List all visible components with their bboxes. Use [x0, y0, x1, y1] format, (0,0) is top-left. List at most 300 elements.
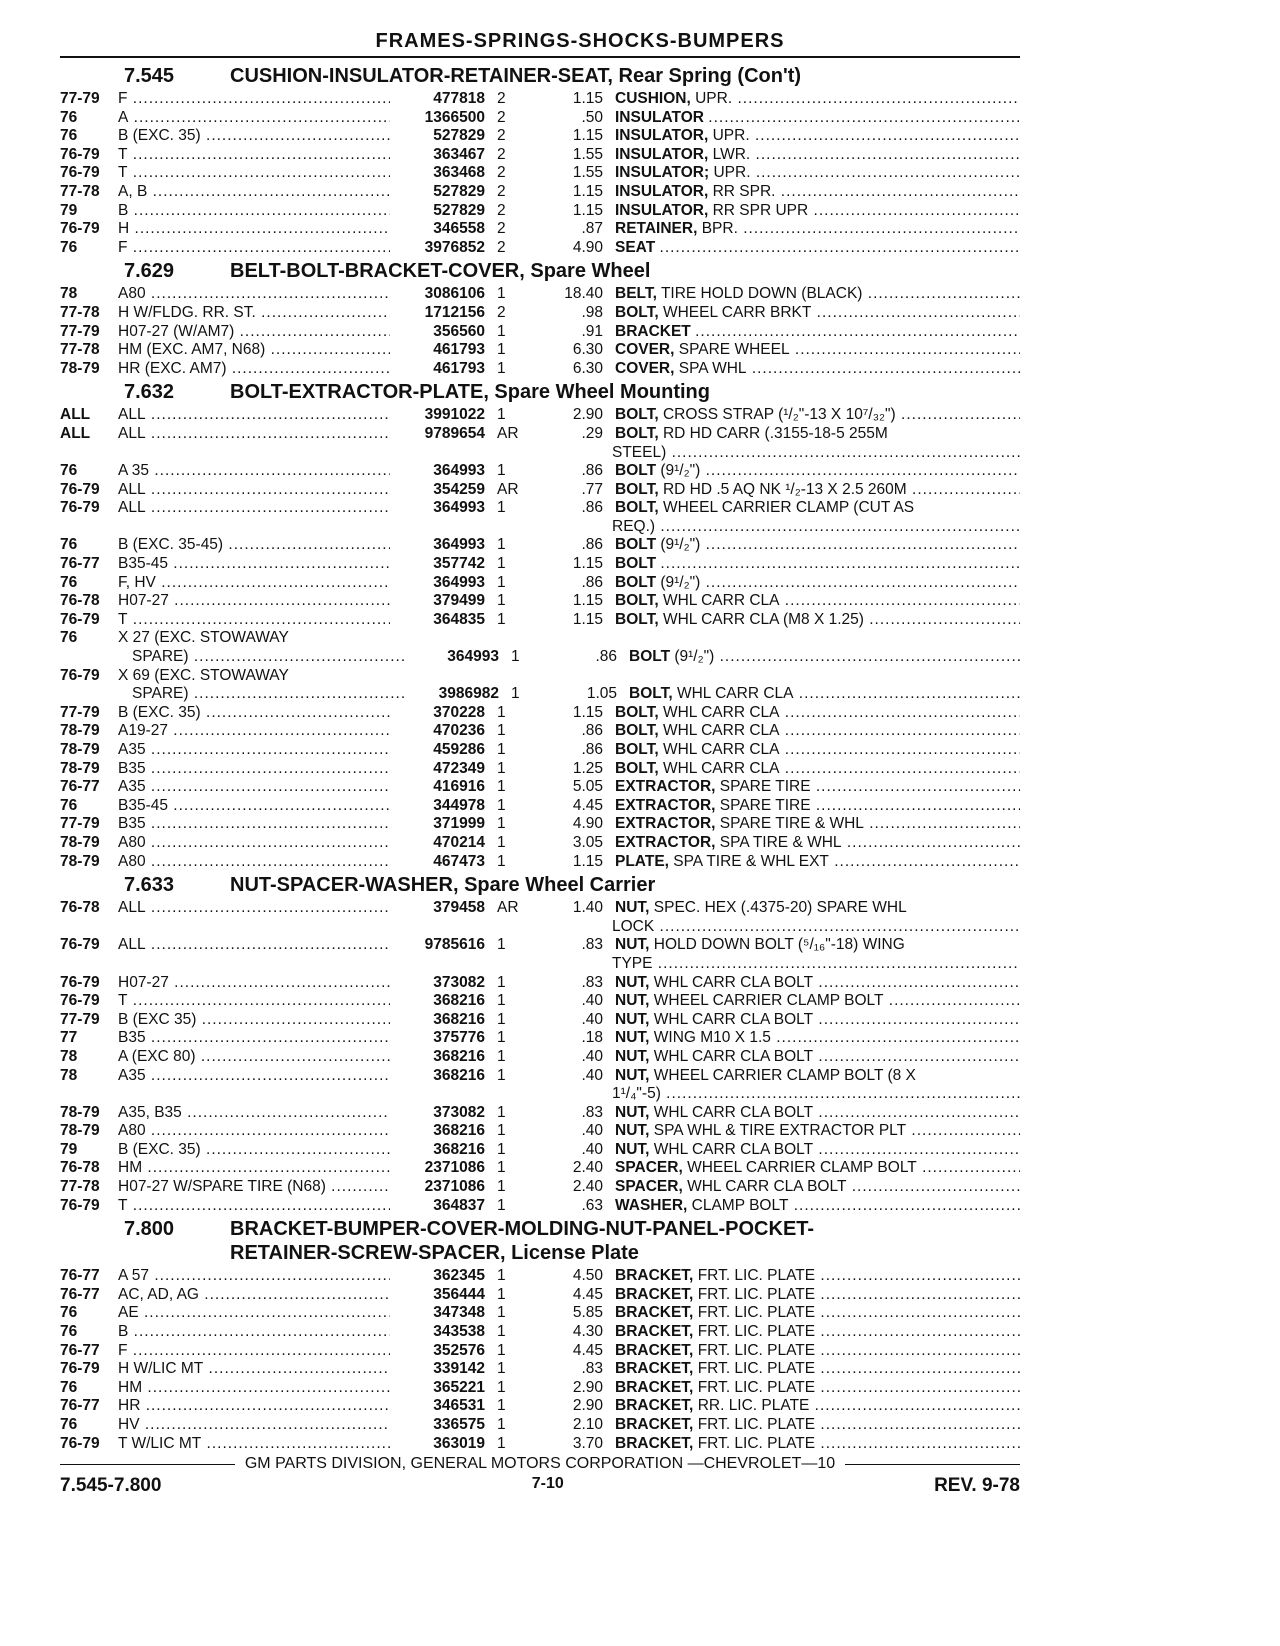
part-detail-continued: TYPE [612, 954, 653, 972]
part-number: 467473 [433, 852, 485, 870]
part-name: BRACKET, [615, 1360, 694, 1378]
part-row [60, 481, 1020, 500]
part-name: BOLT, [615, 480, 659, 498]
quantity: 2 [497, 303, 506, 321]
part-detail: SPARE TIRE [719, 796, 811, 814]
leader-dots [842, 834, 1020, 851]
section-title [230, 64, 1020, 88]
part-description [615, 611, 1020, 630]
part-description [615, 555, 1020, 574]
leader-dots [780, 704, 1021, 721]
part-detail: UPR. [695, 90, 733, 107]
price: .86 [581, 462, 603, 480]
model-code: B35 ..... [118, 815, 390, 834]
model-year: 78-79 [60, 833, 100, 851]
part-detail: WHL CARR CLA [662, 703, 780, 721]
part-detail: CLAMP BOLT [691, 1196, 789, 1214]
part-description [615, 1122, 1020, 1141]
part-row [60, 1029, 1020, 1048]
part-detail: HOLD DOWN BOLT (⁵/₁₆"-18) WING [653, 936, 905, 954]
part-description [615, 164, 1020, 183]
price: .86 [581, 722, 603, 740]
part-row [60, 1304, 1020, 1323]
price: 1.05 [586, 685, 617, 703]
part-row [60, 760, 1020, 779]
part-detail-continued: STEEL) [612, 443, 667, 461]
model-year: 76-79 [60, 499, 100, 517]
section-heading [60, 259, 1020, 283]
part-name: INSULATOR, [615, 145, 709, 163]
part-description [615, 1267, 1020, 1286]
model-year: 76 [60, 1323, 78, 1341]
model-year: 76-79 [60, 1196, 100, 1214]
model-year: 77-78 [60, 182, 100, 200]
part-name: EXTRACTOR, [615, 833, 716, 851]
quantity: 1 [497, 536, 506, 554]
part-row [60, 462, 1020, 481]
model-code: T W/LIC MT ..... [118, 1435, 390, 1454]
part-name: COVER, [615, 341, 675, 359]
part-detail: WHEEL CARRIER CLAMP (CUT AS [662, 499, 915, 517]
leader-dots [813, 1104, 1020, 1121]
part-name: INSULATOR, [615, 201, 709, 219]
price: 1.55 [572, 164, 603, 182]
model-code: H ..... [118, 220, 390, 239]
part-name: BOLT, [615, 406, 659, 424]
price: .40 [581, 1140, 603, 1158]
part-detail: WHL CARR CLA [662, 592, 780, 610]
part-number: 346531 [433, 1397, 485, 1415]
part-number: 379499 [433, 592, 485, 610]
price: 6.30 [572, 359, 603, 377]
quantity: 1 [497, 1010, 506, 1028]
section-title [230, 259, 1020, 283]
part-detail: BPR. [701, 220, 738, 238]
part-number: 373082 [433, 1103, 485, 1121]
footer-rule-right [845, 1464, 1020, 1465]
part-description [615, 183, 1020, 202]
part-number: 347348 [433, 1304, 485, 1322]
model-code: H07-27 W/SPARE TIRE (N68) ..... [118, 1178, 390, 1197]
part-description [615, 992, 1020, 1011]
leader-dots [751, 164, 1020, 181]
quantity: 1 [497, 1159, 506, 1177]
quantity: AR [497, 424, 519, 442]
leader-dots [700, 462, 1020, 479]
part-name: BOLT, [615, 424, 659, 442]
model-code: HM ..... [118, 1159, 390, 1178]
part-description [615, 462, 1020, 481]
leader-dots [750, 127, 1020, 144]
part-row [60, 685, 1020, 704]
part-number: 370228 [433, 703, 485, 721]
part-detail: TIRE HOLD DOWN (BLACK) [660, 285, 863, 303]
part-detail: SPEC. HEX (.4375-20) SPARE WHL [653, 899, 907, 917]
price: .98 [581, 303, 603, 321]
part-description-continued [60, 918, 1020, 937]
part-description [615, 304, 1020, 323]
part-number: 368216 [433, 992, 485, 1010]
part-description-continued [60, 1085, 1020, 1104]
part-description [615, 360, 1020, 379]
part-number: 3086106 [424, 285, 485, 303]
part-name: BOLT, [615, 759, 659, 777]
part-detail: RR SPR. [712, 182, 776, 200]
model-year: 78-79 [60, 759, 100, 777]
model-year: 78 [60, 1066, 78, 1084]
part-detail: UPR. [713, 164, 751, 182]
part-number: 339142 [433, 1360, 485, 1378]
part-detail: FRT. LIC. PLATE [697, 1323, 816, 1341]
part-name: BRACKET, [615, 1434, 694, 1452]
quantity: 1 [497, 741, 506, 758]
part-number: 368216 [433, 1140, 485, 1158]
part-detail: SPA WHL & TIRE EXTRACTOR PLT [653, 1122, 907, 1140]
section-title [230, 1217, 1020, 1265]
part-name: NUT, [615, 936, 650, 954]
part-description-continued [60, 444, 1020, 463]
part-detail: WHL CARR CLA BOLT [653, 1010, 814, 1028]
model-code: B ..... [118, 202, 390, 221]
model-year: 76-78 [60, 899, 100, 917]
leader-dots [809, 1397, 1020, 1414]
quantity: 1 [497, 1178, 506, 1196]
leader-dots [815, 1360, 1020, 1377]
model-code: T ..... [118, 1197, 390, 1216]
model-code: B35 ..... [118, 1029, 390, 1048]
model-code: ALL ..... [118, 899, 390, 918]
part-number: 527829 [433, 182, 485, 200]
part-name: NUT, [615, 1066, 650, 1084]
part-name: INSULATOR; [615, 164, 710, 182]
leader-dots [714, 648, 1020, 665]
part-description [615, 127, 1020, 146]
price: .86 [581, 741, 603, 758]
footer-revision: REV. 9-78 [934, 1475, 1020, 1496]
part-number: 3991022 [424, 406, 485, 424]
quantity: 1 [497, 406, 506, 424]
part-number: 364993 [433, 499, 485, 517]
part-detail: WHL CARR CLA [676, 685, 794, 703]
leader-dots [738, 220, 1020, 237]
section-number: 7.632 [124, 381, 175, 404]
part-number: 343538 [433, 1323, 485, 1341]
part-name: INSULATOR, [615, 127, 709, 145]
quantity: 1 [497, 1323, 506, 1341]
model-code: H W/FLDG. RR. ST. ..... [118, 304, 390, 323]
model-year: 77-79 [60, 90, 100, 107]
price: .40 [581, 1047, 603, 1065]
section-title-line: CUSHION-INSULATOR-RETAINER-SEAT, Rear Spring (Con't) [230, 65, 802, 87]
part-number: 373082 [433, 973, 485, 991]
model-code: ALL ..... [118, 936, 390, 955]
model-code: ALL ..... [118, 406, 390, 425]
model-code: T ..... [118, 611, 390, 630]
quantity: 2 [497, 201, 506, 219]
part-detail: SPA TIRE & WHL EXT [673, 852, 829, 870]
part-number: 2371086 [424, 1178, 485, 1196]
leader-dots [864, 815, 1020, 832]
quantity: 1 [511, 685, 520, 703]
part-number: 356560 [433, 322, 485, 340]
part-name: SPACER, [615, 1159, 683, 1177]
part-detail: WHL CARR CLA BOLT [653, 1047, 814, 1065]
part-number: 1712156 [424, 303, 485, 321]
part-detail: FRT. LIC. PLATE [697, 1416, 816, 1433]
part-number: 461793 [433, 341, 485, 359]
part-detail: (9¹/₂") [660, 573, 701, 591]
part-number: 362345 [433, 1267, 485, 1285]
leader-dots [917, 1159, 1020, 1176]
header-rule [60, 56, 1020, 58]
section-title-line: BOLT-EXTRACTOR-PLATE, Spare Wheel Mounting [230, 381, 710, 404]
part-description [615, 899, 1020, 918]
part-description [615, 406, 1020, 425]
part-description [615, 778, 1020, 797]
part-name: EXTRACTOR, [615, 778, 716, 796]
quantity: 1 [497, 703, 506, 721]
price: 5.85 [572, 1304, 603, 1322]
model-year: 76-79 [60, 480, 100, 498]
model-year: 76 [60, 127, 78, 145]
price: 1.15 [572, 592, 603, 610]
part-row [60, 127, 1020, 146]
part-name: NUT, [615, 1047, 650, 1065]
model-year: 76-79 [60, 936, 100, 954]
model-year: 76 [60, 462, 78, 480]
leader-dots [815, 1342, 1020, 1359]
model-year: 76 [60, 108, 78, 126]
leader-dots [780, 741, 1021, 758]
part-name: BOLT, [629, 685, 673, 703]
leader-dots [708, 109, 1020, 126]
part-detail: RD HD CARR (.3155-18-5 255M [662, 424, 888, 442]
price: 1.15 [572, 127, 603, 145]
model-code: B ..... [118, 1323, 390, 1342]
quantity: AR [497, 899, 519, 917]
leader-dots [811, 797, 1020, 814]
quantity: 1 [497, 285, 506, 303]
leader-dots [660, 239, 1020, 256]
part-description [615, 109, 1020, 128]
model-year: 76-78 [60, 592, 100, 610]
model-code: H07-27 ..... [118, 974, 390, 993]
part-name: BOLT, [615, 499, 659, 517]
model-year: 76-79 [60, 220, 100, 238]
part-detail: FRT. LIC. PLATE [697, 1360, 816, 1378]
model-year: 78-79 [60, 359, 100, 377]
model-code: AC, AD, AG ..... [118, 1286, 390, 1305]
price: 4.50 [572, 1267, 603, 1285]
part-name: BOLT [615, 555, 657, 573]
part-row [60, 574, 1020, 593]
price: .87 [581, 220, 603, 238]
part-row [60, 536, 1020, 555]
part-detail: RD HD .5 AQ NK ¹/₂-13 X 2.5 260M [662, 480, 907, 498]
model-year: 77 [60, 1029, 78, 1047]
quantity: 1 [497, 796, 506, 814]
quantity: 2 [497, 108, 506, 126]
part-number: 356444 [433, 1285, 485, 1303]
model-code: B35-45 ..... [118, 797, 390, 816]
part-description [615, 797, 1020, 816]
part-detail: WHEEL CARR BRKT [662, 303, 812, 321]
part-row [60, 611, 1020, 630]
quantity: 1 [497, 833, 506, 851]
leader-dots [700, 574, 1020, 591]
model-year: 76-79 [60, 1360, 100, 1378]
part-row [60, 146, 1020, 165]
part-description [615, 815, 1020, 834]
model-year: 76 [60, 1416, 78, 1433]
part-number: 354259 [433, 480, 485, 498]
price: 5.05 [572, 778, 603, 796]
part-name: BOLT [615, 573, 657, 591]
part-description [615, 1141, 1020, 1160]
part-number: 364993 [433, 573, 485, 591]
part-name: BRACKET, [615, 1341, 694, 1359]
part-description [615, 574, 1020, 593]
price: 1.15 [572, 555, 603, 573]
part-name: PLATE, [615, 852, 669, 870]
section-heading [60, 873, 1020, 897]
price: 1.15 [572, 201, 603, 219]
part-row-model-line [60, 667, 1020, 686]
part-row [60, 183, 1020, 202]
part-description [615, 425, 1020, 444]
footer-page-number: 7-10 [531, 1475, 564, 1492]
part-number: 3976852 [424, 238, 485, 256]
quantity: 1 [497, 1066, 506, 1084]
part-number: 416916 [433, 778, 485, 796]
model-year: 77-79 [60, 703, 100, 721]
leader-dots [815, 1416, 1020, 1433]
model-code: A35, B35 ..... [118, 1104, 390, 1123]
part-row [60, 425, 1020, 444]
part-detail: RR SPR UPR [712, 201, 809, 219]
leader-dots [896, 406, 1020, 423]
part-detail-continued: LOCK [612, 917, 655, 935]
part-detail: WHL CARR CLA [662, 759, 780, 777]
part-number: 375776 [433, 1029, 485, 1047]
quantity: 1 [497, 778, 506, 796]
part-number: 336575 [433, 1416, 485, 1433]
footer-rule-left [60, 1464, 235, 1465]
part-name: SPACER, [615, 1178, 683, 1196]
part-name: EXTRACTOR, [615, 815, 716, 833]
leader-dots [813, 1011, 1020, 1028]
part-row [60, 722, 1020, 741]
part-description [615, 146, 1020, 165]
model-code: A, B ..... [118, 183, 390, 202]
part-description [615, 1197, 1020, 1216]
part-row [60, 1159, 1020, 1178]
part-row [60, 1011, 1020, 1030]
quantity: 2 [497, 127, 506, 145]
leader-dots [747, 360, 1020, 377]
model-code: A 57 ..... [118, 1267, 390, 1286]
part-row [60, 741, 1020, 760]
part-detail: UPR. [712, 127, 750, 145]
part-row [60, 1122, 1020, 1141]
leader-dots [780, 722, 1021, 739]
part-number: 470214 [433, 833, 485, 851]
part-detail-continued: REQ.) [612, 517, 656, 535]
model-code: ALL ..... [118, 425, 390, 444]
part-detail: RR. LIC. PLATE [697, 1397, 810, 1415]
price: 1.15 [572, 610, 603, 628]
part-row [60, 592, 1020, 611]
model-year: 76-77 [60, 555, 100, 573]
model-year: 78 [60, 285, 78, 303]
leader-dots [780, 592, 1021, 609]
model-year: 76 [60, 1304, 78, 1322]
part-name: BOLT, [615, 303, 659, 321]
model-code: H07-27 ..... [118, 592, 390, 611]
model-code: ALL ..... [118, 481, 390, 500]
model-year: 76-79 [60, 666, 100, 684]
part-name: BRACKET, [615, 1397, 694, 1415]
part-number: 472349 [433, 759, 485, 777]
leader-dots [811, 778, 1020, 795]
leader-dots [655, 518, 1020, 535]
section-number: 7.629 [124, 260, 175, 283]
model-code: B (EXC. 35) ..... [118, 1141, 390, 1160]
part-number: 352576 [433, 1341, 485, 1359]
model-year: 76-77 [60, 1285, 100, 1303]
part-description [615, 220, 1020, 239]
model-code: B35 ..... [118, 760, 390, 779]
part-detail: SPA WHL [678, 359, 747, 377]
quantity: 1 [497, 852, 506, 870]
part-description-continued [60, 955, 1020, 974]
part-row [60, 1435, 1020, 1454]
model-code: SPARE) ..... [118, 685, 404, 704]
part-detail: SPA TIRE & WHL [719, 833, 842, 851]
part-row [60, 220, 1020, 239]
leader-dots [815, 1267, 1020, 1284]
part-name: BOLT, [615, 722, 659, 740]
part-description [615, 722, 1020, 741]
price: 1.15 [572, 90, 603, 107]
quantity: 1 [497, 1434, 506, 1452]
quantity: 2 [497, 182, 506, 200]
quantity: 1 [497, 1285, 506, 1303]
section-title-line: NUT-SPACER-WASHER, Spare Wheel Carrier [230, 874, 656, 897]
leader-dots [666, 444, 1020, 461]
part-name: BRACKET [615, 322, 691, 340]
part-name: BRACKET, [615, 1378, 694, 1396]
part-detail: CROSS STRAP (¹/₂"-13 X 10⁷/₃₂") [662, 406, 896, 424]
part-number: 368216 [433, 1047, 485, 1065]
part-number: 368216 [433, 1066, 485, 1084]
part-row [60, 936, 1020, 955]
quantity: 1 [497, 359, 506, 377]
price: 4.30 [572, 1323, 603, 1341]
part-description [615, 834, 1020, 853]
part-description [615, 499, 1020, 518]
price: 2.10 [572, 1416, 603, 1433]
model-code: HV ..... [118, 1416, 390, 1435]
model-year: 78-79 [60, 852, 100, 870]
model-code: B (EXC. 35) ..... [118, 704, 390, 723]
page-header-title: FRAMES-SPRINGS-SHOCKS-BUMPERS [375, 30, 785, 52]
part-name: CUSHION, [615, 90, 691, 107]
part-name: NUT, [615, 1140, 650, 1158]
part-name: WASHER, [615, 1196, 688, 1214]
leader-dots [907, 481, 1020, 498]
part-name: BOLT [629, 648, 671, 666]
